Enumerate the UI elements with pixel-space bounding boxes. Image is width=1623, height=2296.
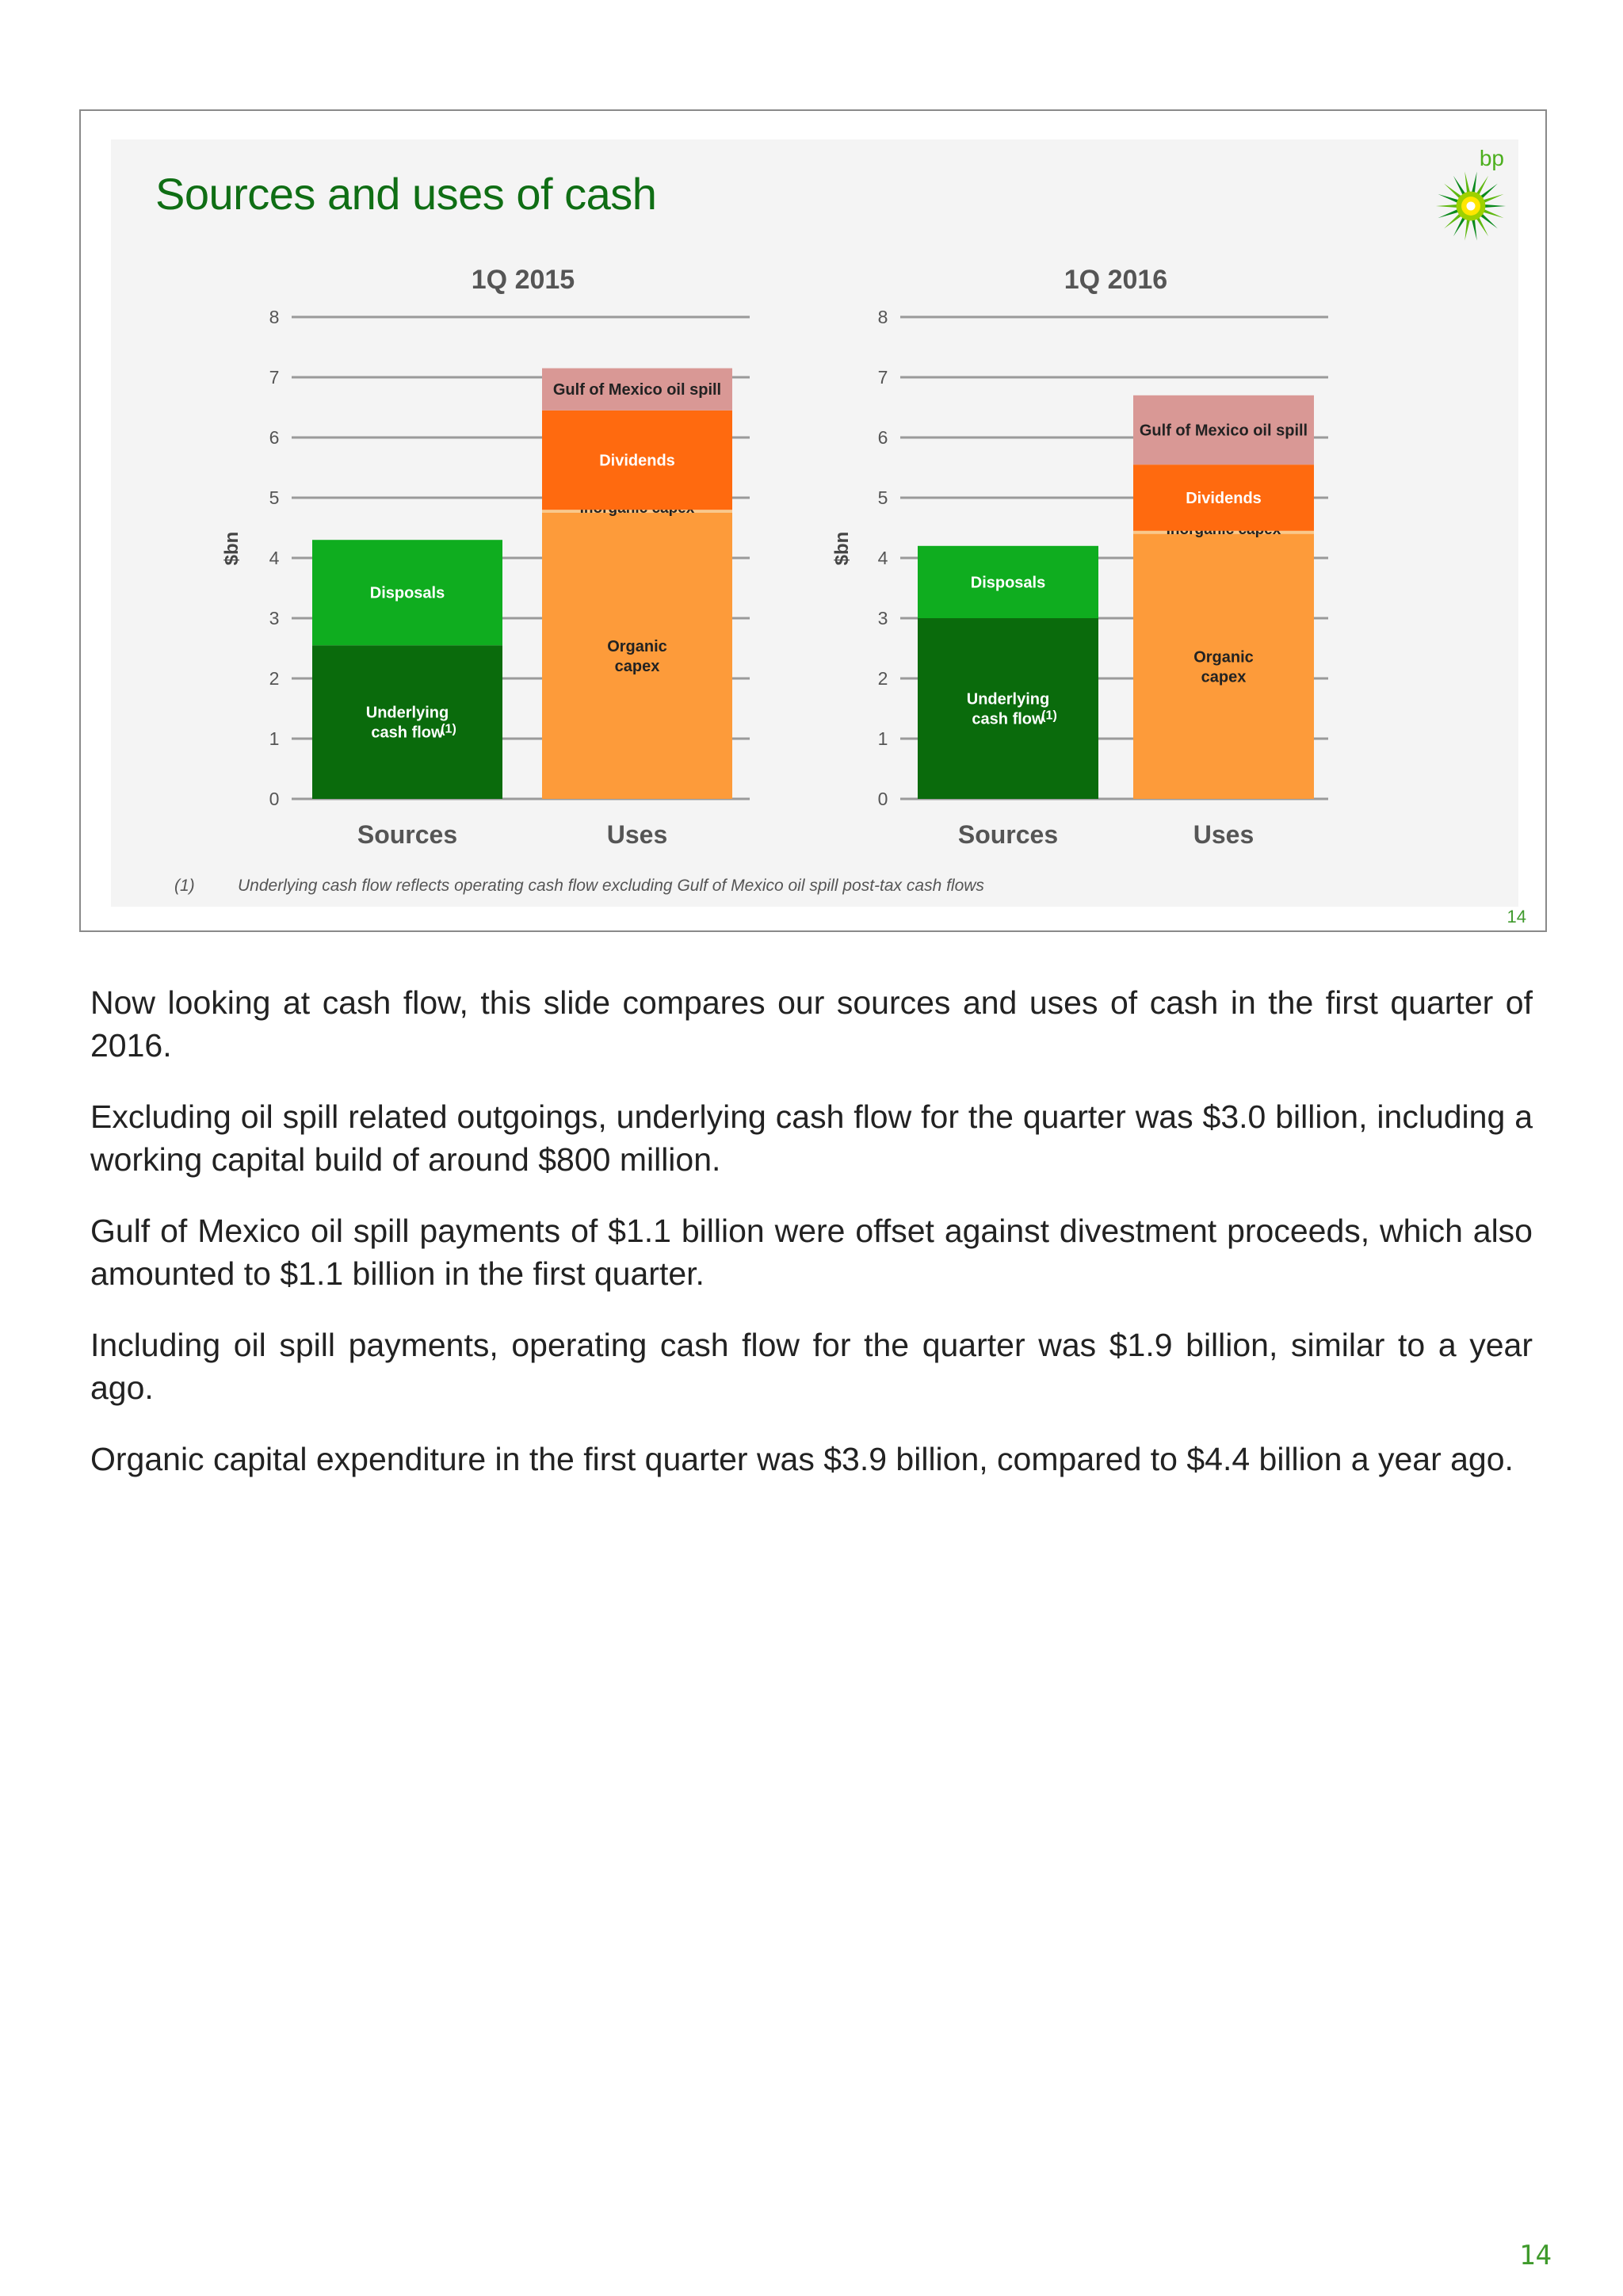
y-tick-label: 7 (877, 367, 888, 388)
segment-label: Underlying (365, 704, 449, 722)
bar-segment (1133, 534, 1314, 799)
segment-footnote-label: (1) (441, 722, 456, 736)
y-tick-label: 4 (269, 548, 280, 568)
y-axis-label: $bn (831, 531, 853, 566)
narrative-paragraph: Gulf of Mexico oil spill payments of $1.1 billion were offset against divestment proceeds, which also amounted to $1.1 billion in the first quarter. (90, 1213, 1533, 1292)
segment-label: Dividends (1186, 490, 1262, 507)
segment-label: capex (1201, 668, 1247, 686)
y-tick-label: 3 (269, 608, 280, 628)
narrative-paragraph: Organic capital expenditure in the first quarter was $3.9 billion, compared to $4.4 billion a year ago. (90, 1441, 1514, 1477)
category-label: Uses (606, 820, 668, 849)
y-tick-label: 1 (269, 728, 280, 749)
y-tick-label: 0 (877, 789, 888, 809)
bar-segment (542, 513, 732, 799)
footnote-text: Underlying cash flow reflects operating cash flow excluding Gulf of Mexico oil spill post-tax cash flows (238, 877, 984, 895)
y-tick-label: 5 (877, 487, 888, 508)
bar-segment (312, 645, 502, 799)
segment-label: cash flow (371, 724, 444, 742)
narrative-paragraph: Excluding oil spill related outgoings, underlying cash flow for the quarter was $3.0 billion, including a working capital build of around $800 million. (90, 1098, 1533, 1178)
y-tick-label: 4 (877, 548, 888, 568)
segment-label: Dividends (599, 452, 675, 470)
slide-title: Sources and uses of cash (155, 169, 657, 219)
narrative-paragraph: Including oil spill payments, operating cash flow for the quarter was $1.9 billion, similar to a year ago. (90, 1327, 1533, 1406)
narrative-text (90, 981, 1533, 1509)
y-tick-label: 5 (269, 487, 280, 508)
segment-label: Gulf of Mexico oil spill (1139, 422, 1308, 440)
category-label: Sources (357, 820, 458, 849)
y-tick-label: 6 (877, 427, 888, 448)
segment-label: Underlying (966, 690, 1050, 709)
chart-title: 1Q 2016 (1064, 265, 1168, 295)
y-tick-label: 2 (877, 668, 888, 689)
segment-label: Organic (607, 638, 667, 655)
slide-number: 14 (1507, 907, 1526, 926)
y-tick-label: 7 (269, 367, 280, 388)
footnote-number: (1) (174, 877, 195, 895)
y-tick-label: 1 (877, 728, 888, 749)
y-axis-label: $bn (221, 531, 242, 566)
category-label: Uses (1193, 820, 1254, 849)
bp-wordmark: bp (1479, 146, 1504, 170)
sources-uses-charts (111, 139, 1518, 877)
segment-footnote-label: (1) (1041, 709, 1057, 723)
y-tick-label: 2 (269, 668, 280, 689)
segment-label: cash flow (972, 710, 1044, 728)
slide (111, 139, 1518, 907)
narrative-paragraph: Now looking at cash flow, this slide compares our sources and uses of cash in the first quarter of 2016. (90, 984, 1533, 1064)
bar-segment (918, 618, 1098, 799)
y-tick-label: 0 (269, 789, 280, 809)
segment-label: Disposals (369, 584, 445, 602)
y-tick-label: 3 (877, 608, 888, 628)
page-number: 14 (1519, 2240, 1552, 2271)
y-tick-label: 6 (269, 427, 280, 448)
footnote (174, 877, 984, 896)
segment-label: capex (614, 658, 660, 675)
y-tick-label: 8 (877, 307, 888, 327)
segment-label: Organic (1193, 648, 1254, 667)
segment-label: Gulf of Mexico oil spill (552, 381, 722, 399)
chart-title: 1Q 2015 (471, 265, 575, 295)
segment-label: Disposals (970, 574, 1046, 592)
category-label: Sources (957, 820, 1059, 849)
slide-frame (79, 109, 1547, 932)
y-tick-label: 8 (269, 307, 280, 327)
